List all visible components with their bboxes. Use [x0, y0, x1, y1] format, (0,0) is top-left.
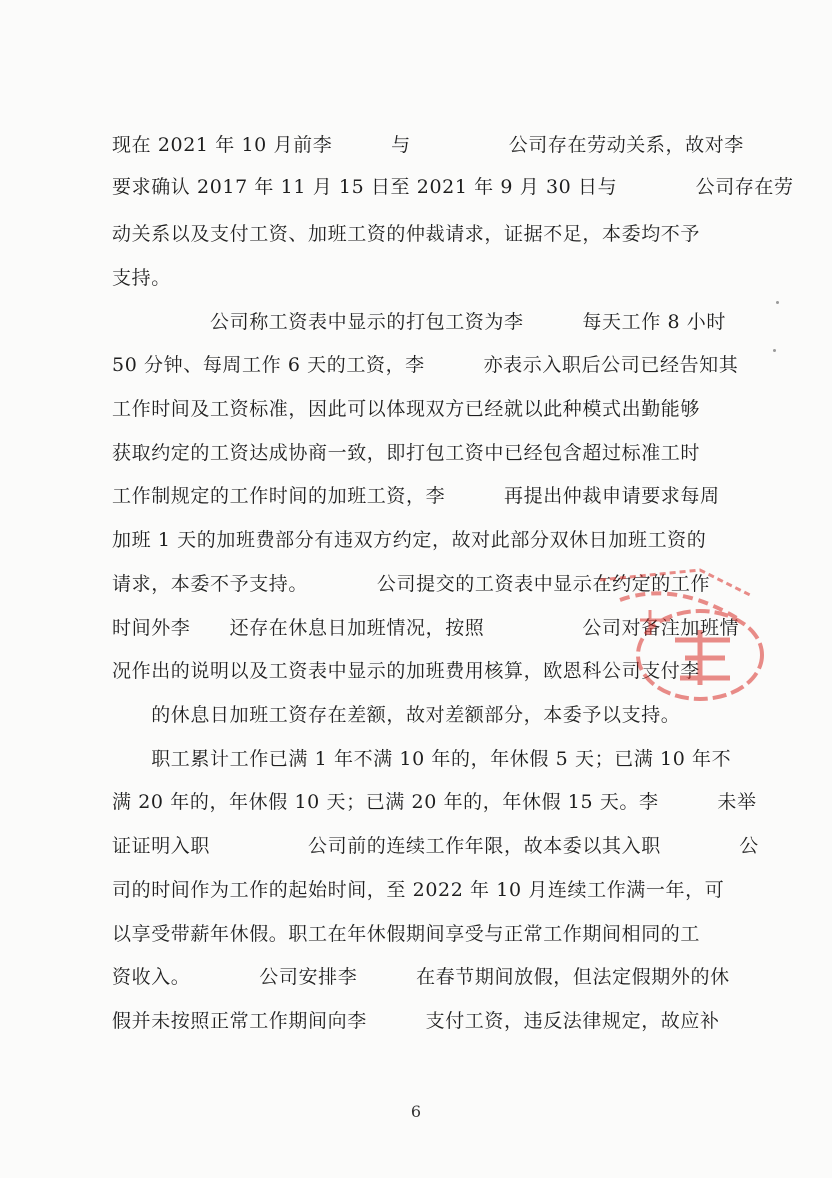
text-line-11: 请求，本委不予支持。 公司提交的工资表中显示在约定的工作: [112, 573, 711, 595]
page-number: 6: [410, 1102, 422, 1121]
text-line-10: 加班 1 天的加班费部分有违双方约定，故对此部分双休日加班工资的: [112, 529, 707, 551]
text-line-15: 职工累计工作已满 1 年不满 10 年的，年休假 5 天；已满 10 年不: [112, 748, 732, 770]
text-line-9: 工作制规定的工作时间的加班工资，李 再提出仲裁申请要求每周: [112, 485, 720, 507]
text-line-6: 50 分钟、每周工作 6 天的工资，李 亦表示入职后公司已经告知其: [112, 354, 739, 376]
scan-speck: [773, 349, 776, 352]
text-line-7: 工作时间及工资标准，因此可以体现双方已经就以此种模式出勤能够: [112, 398, 701, 420]
text-line-19: 以享受带薪年休假。职工在年休假期间享受与正常工作期间相同的工: [112, 923, 701, 945]
text-line-16: 满 20 年的，年休假 10 天；已满 20 年的，年休假 15 天。李 未举: [112, 791, 757, 813]
text-line-18: 司的时间作为工作的起始时间，至 2022 年 10 月连续工作满一年，可: [112, 879, 725, 901]
text-line-8: 获取约定的工资达成协商一致，即打包工资中已经包含超过标准工时: [112, 442, 701, 464]
text-line-17: 证证明入职 公司前的连续工作年限，故本委以其入职 公: [112, 835, 759, 857]
text-line-14: 的休息日加班工资存在差额，故对差额部分，本委予以支持。: [112, 704, 681, 726]
text-line-12: 时间外李 还存在休息日加班情况，按照 公司对备注加班情: [112, 617, 740, 639]
text-line-4: 支持。: [112, 267, 171, 289]
text-line-21: 假并未按照正常工作期间向李 支付工资，违反法律规定，故应补: [112, 1010, 720, 1032]
text-line-3: 动关系以及支付工资、加班工资的仲裁请求，证据不足，本委均不予: [112, 223, 701, 245]
scan-speck: [776, 301, 779, 304]
text-line-20: 资收入。 公司安排李 在春节期间放假，但法定假期外的休: [112, 966, 730, 988]
text-line-1: 现在 2021 年 10 月前李 与 公司存在劳动关系，故对李: [112, 134, 744, 156]
text-line-5: 公司称工资表中显示的打包工资为李 每天工作 8 小时: [112, 311, 726, 333]
text-line-2: 要求确认 2017 年 11 月 15 日至 2021 年 9 月 30 日与 公司存在劳: [112, 176, 794, 198]
text-line-13: 况作出的说明以及工资表中显示的加班费用核算，欧恩科公司支付李: [112, 660, 701, 682]
